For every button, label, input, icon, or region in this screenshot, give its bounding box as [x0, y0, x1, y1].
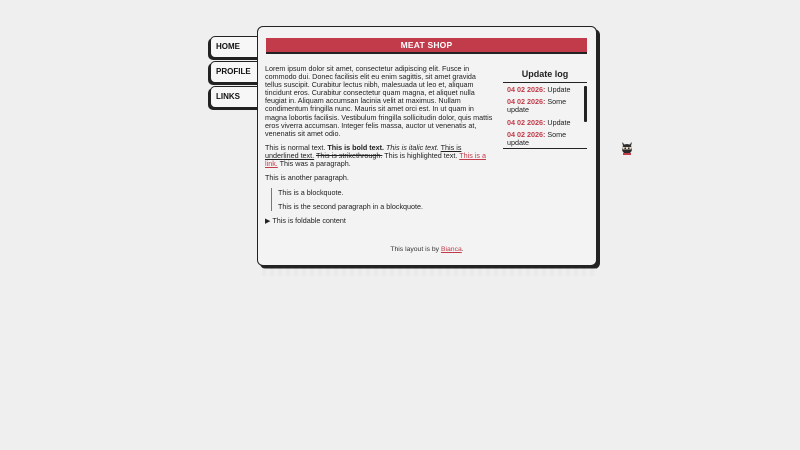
update-log-scrollbar[interactable] — [584, 86, 587, 122]
tab-profile[interactable]: PROFILE — [210, 61, 260, 83]
log-entry-text: Update — [547, 117, 571, 127]
strikethrough-text: This is strikethrough. — [316, 150, 383, 160]
log-entry-date: 04 02 2026: — [507, 97, 546, 107]
italic-text: This is italic text. — [386, 142, 439, 152]
underlined-text: This is underlined text. — [265, 142, 462, 160]
log-entry — [503, 86, 583, 94]
tab-home[interactable]: HOME — [210, 36, 260, 58]
footer-credit — [258, 246, 596, 253]
log-entry-text: Some update — [507, 97, 567, 115]
update-log-title: Update log — [503, 69, 587, 83]
panel-shadow-band — [262, 268, 596, 276]
formatting-paragraph — [265, 144, 493, 168]
bold-text: This is bold text. — [327, 142, 385, 152]
blockquote — [271, 188, 493, 211]
side-tabs — [210, 36, 260, 111]
normal-text: This is normal text. — [265, 142, 326, 152]
disclosure-triangle-icon: ▶ — [265, 216, 271, 226]
footer-suffix: . — [461, 246, 464, 253]
tab-links[interactable]: LINKS — [210, 86, 260, 108]
content-column — [265, 65, 493, 226]
log-entry-date: 04 02 2026: — [507, 117, 546, 127]
highlighted-text: This is highlighted text. — [384, 150, 458, 160]
log-entry — [503, 119, 583, 127]
update-log-list[interactable] — [503, 86, 587, 149]
update-log — [503, 69, 587, 149]
author-link[interactable]: Bianca — [440, 246, 462, 253]
another-paragraph: This is another paragraph. — [265, 173, 349, 183]
log-entry — [503, 131, 583, 147]
lorem-paragraph: Lorem ipsum dolor sit amet, consectetur adipiscing elit. Fusce in commodo dui. Donec facilisis elit eu enim sagittis, sit amet gravida tellus suscipit. Curabitur lectus nibh, malesuada ut leo et, aliquam tincidunt eros. Curabitur consectetur quam magna, et aliquet nulla feugiat in. Aliquam accumsan lacinia velit at maximus. Nullam condimentum fringilla nunc. Mauris sit amet orci est. In ut quam in magna lobortis facilisis. Vestibulum fringilla sollicitudin dolor, quis mattis eros viverra accumsan. Integer felis massa, auctor ut venenatis at, venenatis sit amet odio. — [265, 64, 493, 138]
log-entry-date: 04 02 2026: — [507, 129, 546, 139]
blockquote-line-2: This is the second paragraph in a blockquote. — [278, 202, 424, 212]
blockquote-line-1: This is a blockquote. — [278, 188, 344, 198]
log-entry-date: 04 02 2026: — [507, 86, 546, 94]
site-title: MEAT SHOP — [266, 38, 587, 54]
log-entry — [503, 98, 583, 114]
foldable-label: This is foldable content — [272, 216, 346, 226]
log-entry-text: Some update — [507, 129, 567, 148]
ninja-critter-icon — [620, 140, 634, 156]
log-entry-text: Update — [547, 86, 571, 94]
foldable-toggle[interactable] — [265, 217, 493, 225]
main-panel — [257, 26, 597, 266]
footer-prefix: This layout is by — [390, 246, 440, 253]
example-link[interactable]: This is a link. — [265, 150, 486, 169]
tail-text: This was a paragraph. — [279, 159, 351, 169]
